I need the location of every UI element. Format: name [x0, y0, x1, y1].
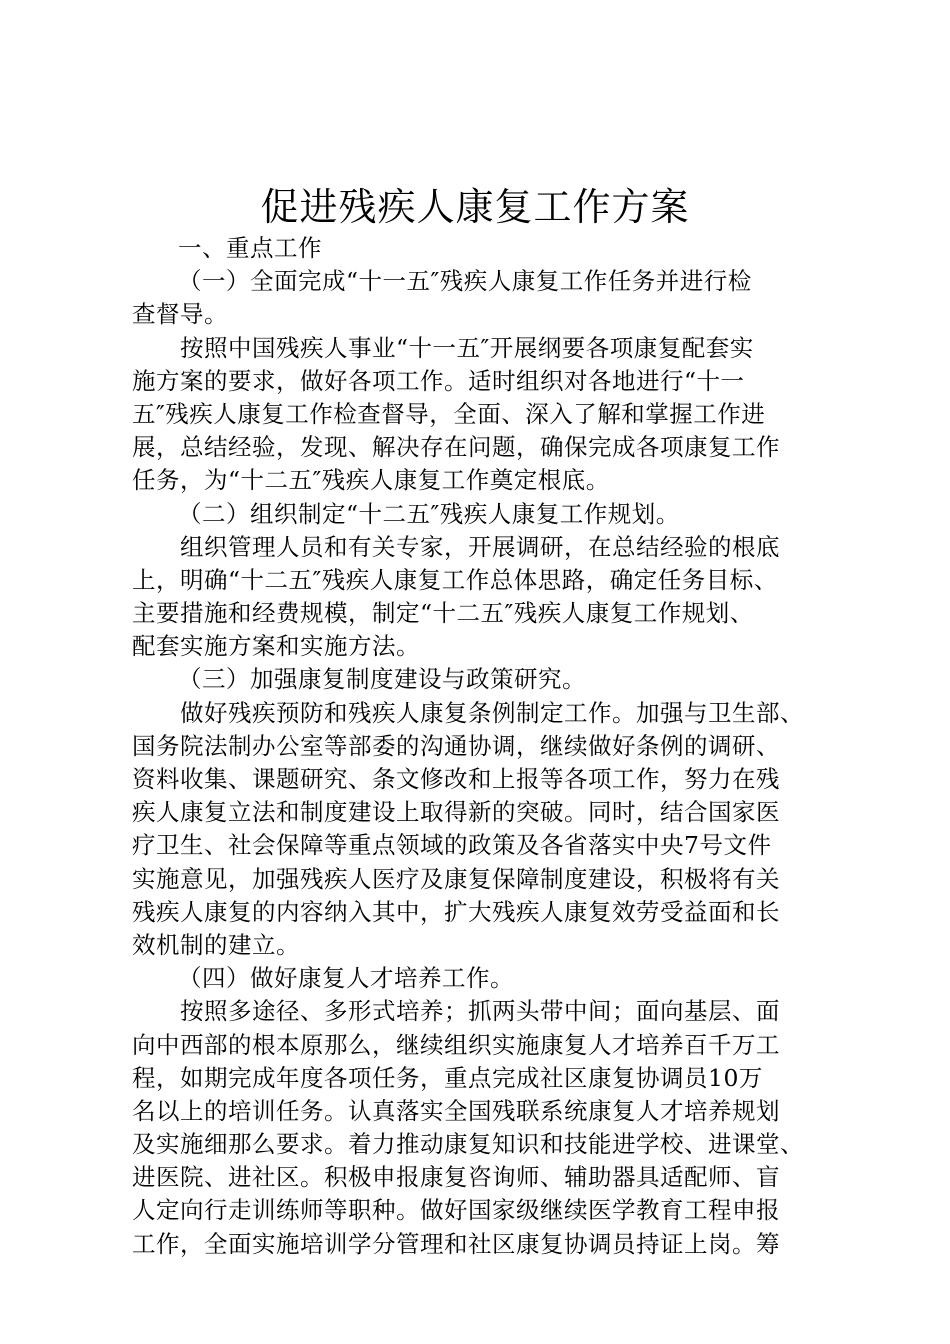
text-line: 人定向行走训练师等职种。做好国家级继续医学教育工程申报: [132, 1196, 780, 1225]
text-line: 疗卫生、社会保障等重点领域的政策及各省落实中央7号文件: [132, 831, 772, 860]
text-line: 实施意见，加强残疾人医疗及康复保障制度建设，积极将有关: [132, 864, 780, 893]
text-line: 工作，全面实施培训学分管理和社区康复协调员持证上岗。筹: [132, 1229, 780, 1258]
text-line: 五″残疾人康复工作检查督导，全面、深入了解和掌握工作进: [132, 399, 766, 428]
text-line: 做好残疾预防和残疾人康复条例制定工作。加强与卫生部、: [180, 698, 804, 727]
document-body: [132, 232, 832, 1261]
document-title: 促进残疾人康复工作方案: [260, 185, 690, 229]
section-heading-line: （四）做好康复人才培养工作。: [178, 964, 514, 993]
text-line: 配套实施方案和实施方法。: [132, 632, 420, 661]
text-line: 向中西部的根本原那么，继续组织实施康复人才培养百千万工: [132, 1030, 780, 1059]
text-line: 残疾人康复的内容纳入其中，扩大残疾人康复效劳受益面和长: [132, 897, 780, 926]
section-heading-line: 一、重点工作: [178, 234, 322, 262]
text-line: 组织管理人员和有关专家，开展调研，在总结经验的根底: [180, 532, 780, 561]
text-line: 资料收集、课题研究、条文修改和上报等各项工作，努力在残: [132, 765, 780, 793]
text-line: 进医院、进社区。积极申报康复咨询师、辅助器具适配师、盲: [132, 1163, 780, 1192]
text-line: 按照中国残疾人事业“十一五″开展纲要各项康复配套实: [180, 333, 754, 362]
section-heading-line: （一）全面完成“十一五″残疾人康复工作任务并进行检: [178, 267, 752, 296]
text-line: 效机制的建立。: [132, 930, 300, 959]
section-heading-line: （二）组织制定“十二五″残疾人康复工作规划。: [178, 499, 680, 528]
text-line: 施方案的要求，做好各项工作。适时组织对各地进行“十一: [132, 366, 745, 395]
text-line: 任务，为“十二五″残疾人康复工作奠定根底。: [132, 466, 610, 495]
text-line: 疾人康复立法和制度建设上取得新的突破。同时，结合国家医: [132, 798, 780, 827]
text-line: 按照多途径、多形式培养；抓两头带中间；面向基层、面: [180, 997, 780, 1026]
text-line: 上，明确“十二五″残疾人康复工作总体思路，确定任务目标、: [132, 565, 778, 594]
text-line: 程，如期完成年度各项任务，重点完成社区康复协调员10万: [132, 1063, 763, 1092]
text-line: 查督导。: [132, 300, 228, 329]
text-line: 主要措施和经费规模，制定“十二五″残疾人康复工作规划、: [132, 599, 754, 628]
section-heading-line: （三）加强康复制度建设与政策研究。: [178, 665, 586, 694]
text-line: 展，总结经验，发现、解决存在问题，确保完成各项康复工作: [132, 433, 780, 462]
text-line: 及实施细那么要求。着力推动康复知识和技能进学校、进课堂、: [132, 1130, 804, 1159]
text-line: 名以上的培训任务。认真落实全国残联系统康复人才培养规划: [132, 1096, 780, 1125]
text-line: 国务院法制办公室等部委的沟通协调，继续做好条例的调研、: [132, 731, 780, 760]
